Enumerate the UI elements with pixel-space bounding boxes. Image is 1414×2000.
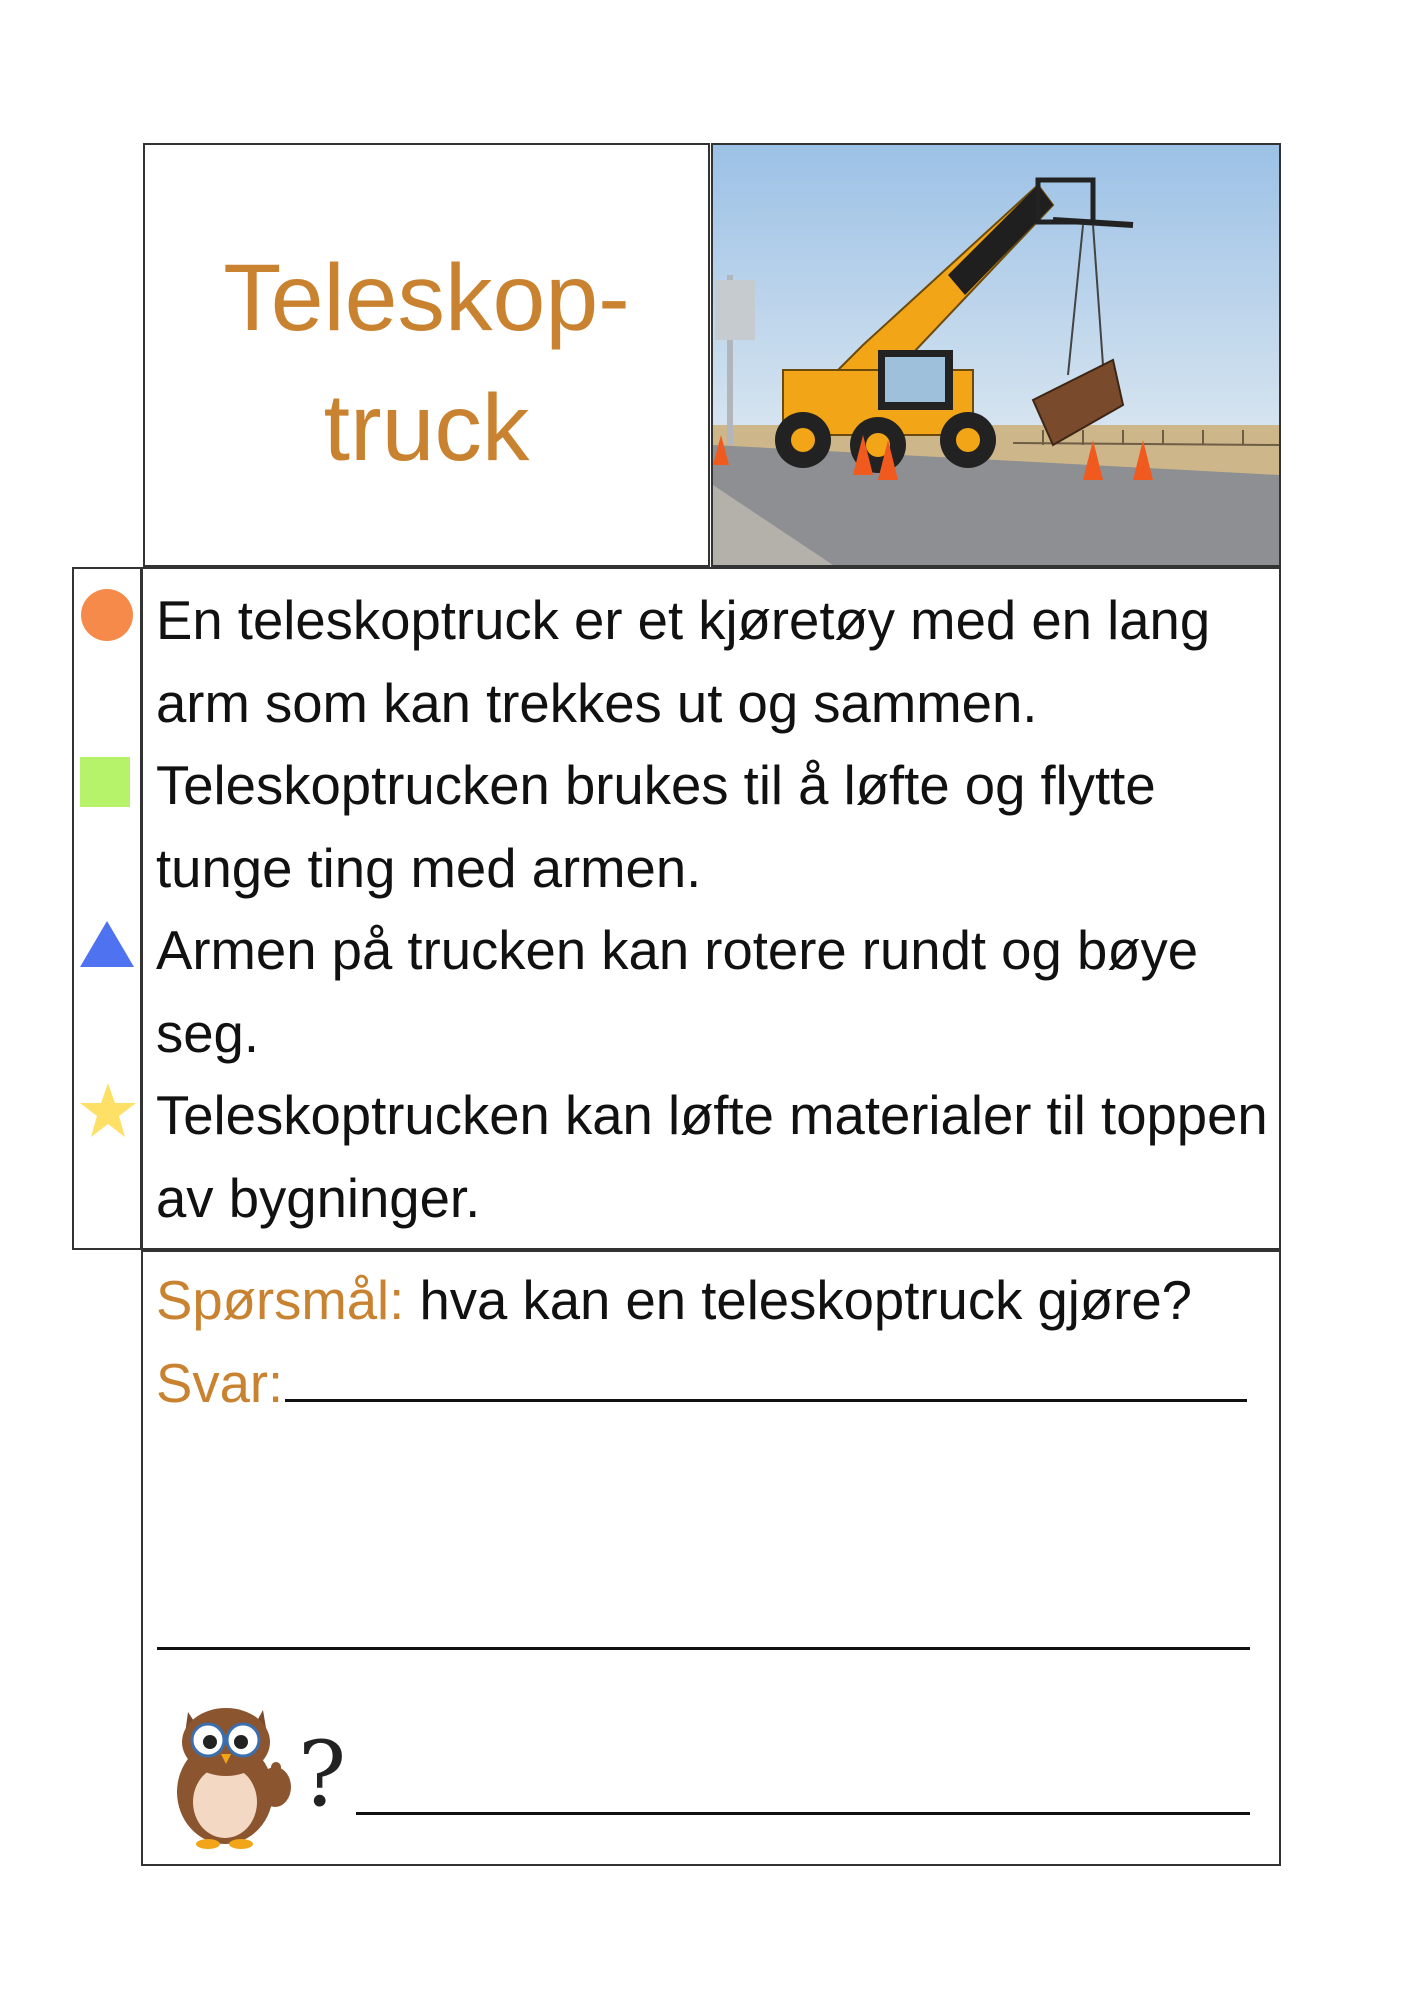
question-body: hva kan en teleskoptruck gjøre? bbox=[404, 1270, 1192, 1331]
answer-line-2[interactable] bbox=[157, 1647, 1250, 1650]
question-text bbox=[156, 1260, 1261, 1425]
telehandler-photo bbox=[711, 143, 1281, 567]
title-box bbox=[143, 143, 710, 567]
question-label: Spørsmål: bbox=[156, 1270, 405, 1331]
owl-icon bbox=[163, 1692, 303, 1852]
title-line-1: Teleskop- bbox=[223, 245, 630, 351]
fact-1: En teleskoptruck er et kjøretøy med en lang arm som kan trekkes ut og sammen. bbox=[156, 590, 1211, 734]
facts-text bbox=[156, 580, 1269, 1240]
answer-line-1[interactable] bbox=[285, 1347, 1247, 1402]
telehandler-photo-icon bbox=[713, 145, 1279, 565]
blue-triangle-icon bbox=[78, 919, 136, 969]
yellow-star-icon bbox=[78, 1081, 138, 1139]
facts-box bbox=[141, 567, 1281, 1250]
question-box bbox=[141, 1250, 1281, 1866]
fact-3: Armen på trucken kan rotere rundt og bøye seg. bbox=[156, 920, 1199, 1064]
answer-label: Svar: bbox=[156, 1352, 284, 1414]
page-title bbox=[145, 233, 708, 493]
answer-line-3[interactable] bbox=[356, 1812, 1250, 1815]
icon-column bbox=[72, 567, 142, 1250]
title-line-2: truck bbox=[323, 375, 530, 481]
fact-2: Teleskoptrucken brukes til å løfte og flytte tunge ting med armen. bbox=[156, 755, 1156, 899]
fact-4: Teleskoptrucken kan løfte materialer til toppen av bygninger. bbox=[156, 1085, 1268, 1229]
green-square-icon bbox=[80, 757, 130, 807]
question-mark: ? bbox=[298, 1722, 347, 1827]
orange-circle-icon bbox=[81, 589, 133, 641]
